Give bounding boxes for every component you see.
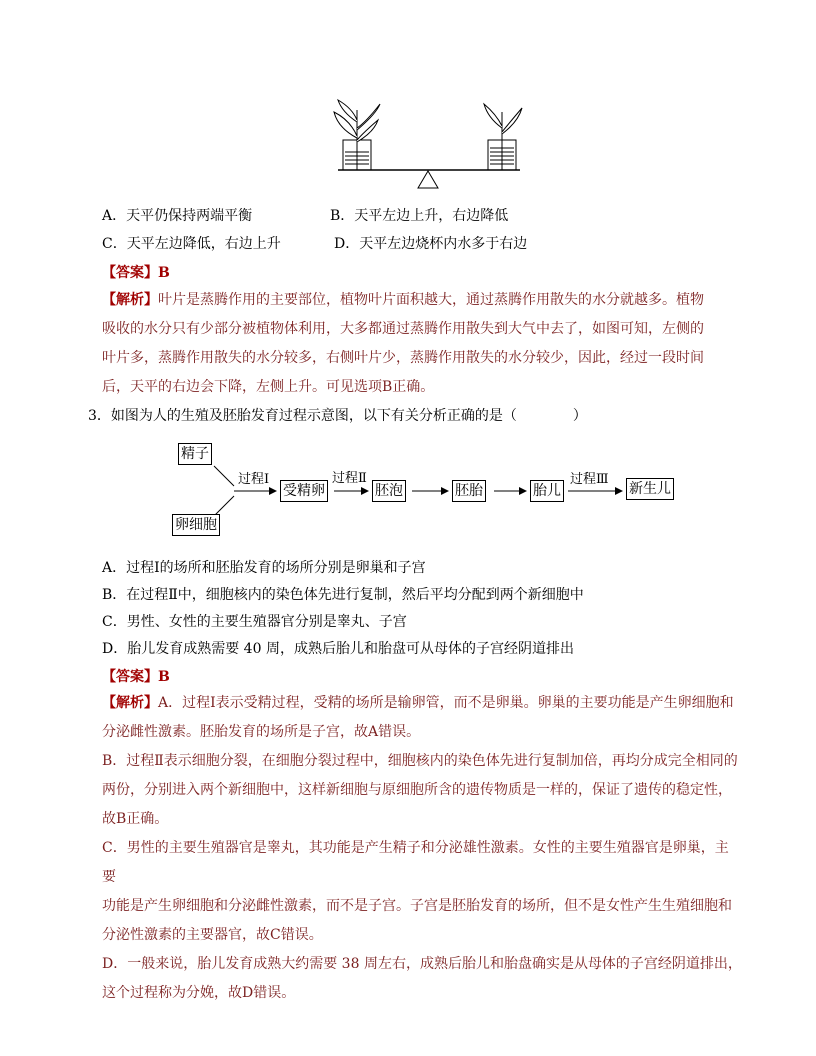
q3-option-a: A．过程Ⅰ的场所和胚胎发育的场所分别是卵巢和子宫 xyxy=(102,560,426,576)
newborn-box: 新生儿 xyxy=(626,478,674,500)
answer-q2: 【答案】B xyxy=(102,265,170,281)
answer-q3: 【答案】B xyxy=(102,669,170,685)
balance-plant-figure xyxy=(328,98,528,190)
flow-arrows xyxy=(170,440,690,540)
egg-box: 卵细胞 xyxy=(172,514,220,536)
process-2-label: 过程Ⅱ xyxy=(332,471,367,486)
fetus-box: 胎儿 xyxy=(530,480,564,502)
q3-option-b: B．在过程Ⅱ中，细胞核内的染色体先进行复制，然后平均分配到两个新细胞中 xyxy=(102,587,584,603)
option-a: A．天平仍保持两端平衡 xyxy=(102,208,253,224)
process-3-label: 过程Ⅲ xyxy=(570,472,609,487)
q3-option-c: C．男性、女性的主要生殖器官分别是睾丸、子宫 xyxy=(102,614,407,630)
zygote-box: 受精卵 xyxy=(280,480,328,502)
blastocyst-box: 胚泡 xyxy=(372,480,406,502)
option-c: C．天平左边降低，右边上升 xyxy=(102,236,281,252)
q3-option-d: D．胎儿发育成熟需要 40 周，成熟后胎儿和胎盘可从母体的子宫经阴道排出 xyxy=(102,641,574,657)
analysis-q2: 【解析】叶片是蒸腾作用的主要部位，植物叶片面积越大，通过蒸腾作用散失的水分就越多。植物 吸收的水分只有少部分被植物体利用，大多都通过蒸腾作用散失到大气中去了，如图可知，左侧的 叶片多，蒸腾作用散失的水分较多，右侧叶片少，蒸腾作用散失的水分较少，因此，经过一段时间 后，天平的右边会下降，左侧上升。可见选项B正确。 xyxy=(102,292,704,395)
analysis-q3: 【解析】A．过程Ⅰ表示受精过程，受精的场所是输卵管，而不是卵巢。卵巢的主要功能是产生卵细胞和 分泌雌性激素。胚胎发育的场所是子宫，故A错误。 B．过程Ⅱ表示细胞分裂，在细胞分裂过程中，细胞核内的染色体先进行复制加倍，再均分成完全相同的 两份，分别进入两个新细胞中，这样新细胞与原细胞所含的遗传物质是一样的，保证了遗传的稳定性， 故B正确。 C．男性的主要生殖器官是睾丸，其功能是产生精子和分泌雄性激素。女性的主要生殖器官是卵巢，主要 功能是产生卵细胞和分泌雌性激素，而不是子宫。子宫是胚胎发育的场所，但不是女性产生生殖细胞和 分泌性激素的主要器官，故C错误。 D．一般来说，胎儿发育成熟大约需要 38 周左右，成熟后胎儿和胎盘确实是从母体的子宫经阴道排出， 这个过程称为分娩，故D错误。 xyxy=(102,695,742,1001)
question-3-stem: 3．如图为人的生殖及胚胎发育过程示意图，以下有关分析正确的是（ ） xyxy=(88,408,587,424)
embryo-box: 胚胎 xyxy=(452,480,486,502)
option-d: D．天平左边烧杯内水多于右边 xyxy=(334,236,528,252)
sperm-box: 精子 xyxy=(178,443,212,465)
reproduction-flow-diagram xyxy=(170,440,690,540)
process-1-label: 过程Ⅰ xyxy=(238,472,270,487)
option-b: B．天平左边上升，右边降低 xyxy=(330,208,509,224)
